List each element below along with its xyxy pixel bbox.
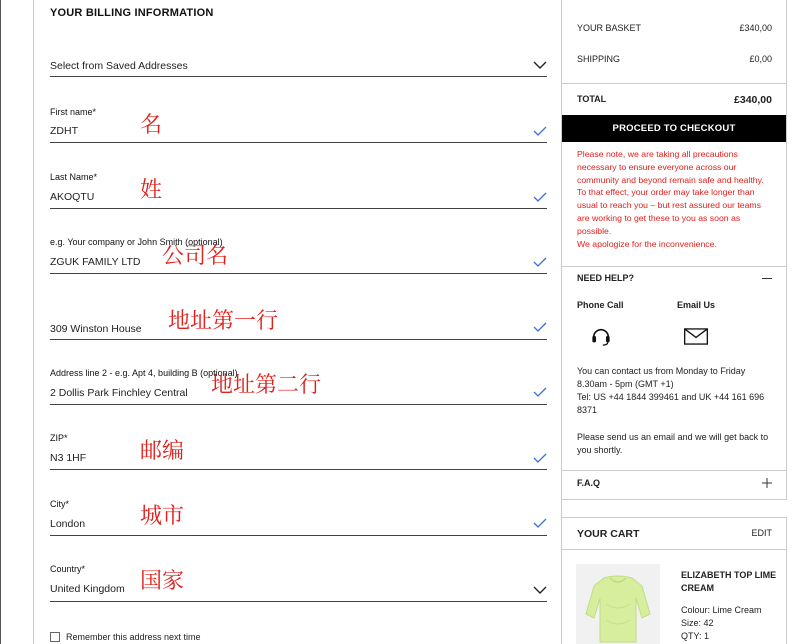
- shipping-label: SHIPPING: [577, 54, 621, 64]
- annotation-company: 公司名: [162, 244, 229, 269]
- contact-phones: Tel: US +44 1844 399461 and UK +44 161 696 8371: [577, 392, 765, 415]
- annotation-city: 城市: [140, 504, 185, 529]
- total-label: TOTAL: [577, 94, 607, 104]
- annotation-last-name: 姓: [140, 178, 163, 203]
- saved-addresses-select[interactable]: [50, 58, 547, 77]
- address-line1-value: 309 Winston House: [50, 323, 142, 335]
- city-value: London: [50, 518, 86, 530]
- address-line1-field[interactable]: [50, 300, 547, 340]
- company-value: ZGUK FAMILY LTD: [50, 256, 141, 268]
- faq-title: F.A.Q: [577, 478, 601, 488]
- order-summary: [561, 0, 787, 500]
- envelope-icon[interactable]: [683, 328, 709, 345]
- remember-checkbox[interactable]: [50, 632, 60, 642]
- contact-email-note: Please send us an email and we will get back to you shortly.: [577, 432, 769, 455]
- delivery-notice: [577, 148, 772, 250]
- divider: [562, 470, 786, 471]
- country-select[interactable]: [50, 563, 547, 602]
- zip-value: N3 1HF: [50, 452, 87, 464]
- cart-title: YOUR CART: [577, 528, 640, 540]
- window-edge: [0, 0, 1, 644]
- phone-call-label: Phone Call: [577, 300, 624, 310]
- product-colour: Colour: Lime Cream: [681, 605, 762, 615]
- billing-title: YOUR BILLING INFORMATION: [50, 7, 214, 19]
- product-image[interactable]: [576, 564, 660, 644]
- zip-field[interactable]: [50, 432, 547, 470]
- check-icon: [533, 387, 547, 397]
- faq-toggle[interactable]: [577, 478, 772, 488]
- remember-label: Remember this address next time: [66, 632, 201, 642]
- total-value: £340,00: [734, 94, 772, 106]
- shipping-row: [577, 54, 772, 64]
- check-icon: [533, 322, 547, 332]
- notice-paragraph: Please note, we are taking all precautions necessary to ensure everyone across our community and beyond remain safe and healthy.: [577, 149, 764, 185]
- first-name-value: ZDHT: [50, 125, 78, 137]
- cart-edit-link[interactable]: EDIT: [751, 528, 772, 538]
- city-label: City*: [50, 499, 70, 509]
- cart-panel: [561, 517, 787, 644]
- minus-icon: [762, 278, 772, 279]
- product-qty: QTY: 1: [681, 631, 710, 641]
- check-icon: [533, 192, 547, 202]
- company-label: e.g. Your company or John Smith (optional): [50, 237, 223, 247]
- city-field[interactable]: [50, 497, 547, 536]
- last-name-field[interactable]: [50, 170, 547, 209]
- last-name-label: Last Name*: [50, 172, 98, 182]
- annotation-country: 国家: [140, 569, 185, 594]
- headset-icon[interactable]: [590, 326, 612, 346]
- basket-row: [577, 23, 772, 33]
- chevron-down-icon: [533, 586, 547, 595]
- first-name-label: First name*: [50, 107, 97, 117]
- annotation-address-line2: 地址第二行: [211, 373, 322, 398]
- basket-label: YOUR BASKET: [577, 23, 642, 33]
- check-icon: [533, 453, 547, 463]
- product-name[interactable]: ELIZABETH TOP LIME CREAM: [681, 570, 777, 593]
- remember-address[interactable]: [50, 632, 201, 642]
- check-icon: [533, 126, 547, 136]
- billing-form: [33, 0, 562, 644]
- divider: [562, 266, 786, 267]
- shipping-value: £0,00: [749, 54, 772, 64]
- company-field[interactable]: [50, 236, 547, 274]
- annotation-first-name: 名: [140, 113, 163, 138]
- annotation-address-line1: 地址第一行: [168, 309, 279, 334]
- saved-addresses-value: Select from Saved Addresses: [50, 60, 188, 72]
- chevron-down-icon: [533, 61, 547, 70]
- check-icon: [533, 257, 547, 267]
- zip-label: ZIP*: [50, 433, 68, 443]
- country-value: United Kingdom: [50, 583, 125, 595]
- address-line2-label: Address line 2 - e.g. Apt 4, building B (optional): [50, 368, 238, 378]
- country-label: Country*: [50, 564, 86, 574]
- product-size: Size: 42: [681, 618, 714, 628]
- contact-hours: You can contact us from Monday to Friday 8.30am - 5pm (GMT +1): [577, 366, 746, 389]
- total-row: [577, 94, 772, 106]
- proceed-to-checkout-button[interactable]: PROCEED TO CHECKOUT: [562, 115, 786, 142]
- first-name-field[interactable]: [50, 105, 547, 143]
- basket-value: £340,00: [739, 23, 772, 33]
- address-line2-value: 2 Dollis Park Finchley Central: [50, 387, 188, 399]
- email-us-label: Email Us: [677, 300, 716, 310]
- divider: [562, 83, 786, 84]
- divider: [562, 549, 786, 550]
- check-icon: [533, 518, 547, 528]
- notice-paragraph: We apologize for the inconvenience.: [577, 238, 717, 249]
- plus-icon: [762, 478, 772, 488]
- annotation-zip: 邮编: [140, 439, 185, 464]
- need-help-toggle[interactable]: [577, 273, 772, 283]
- last-name-value: AKOQTU: [50, 191, 95, 203]
- notice-paragraph: To that effect, your order may take longer than usual to reach you – but rest assured our teams are working to get these to you as soon as possible.: [577, 187, 761, 236]
- need-help-title: NEED HELP?: [577, 273, 635, 283]
